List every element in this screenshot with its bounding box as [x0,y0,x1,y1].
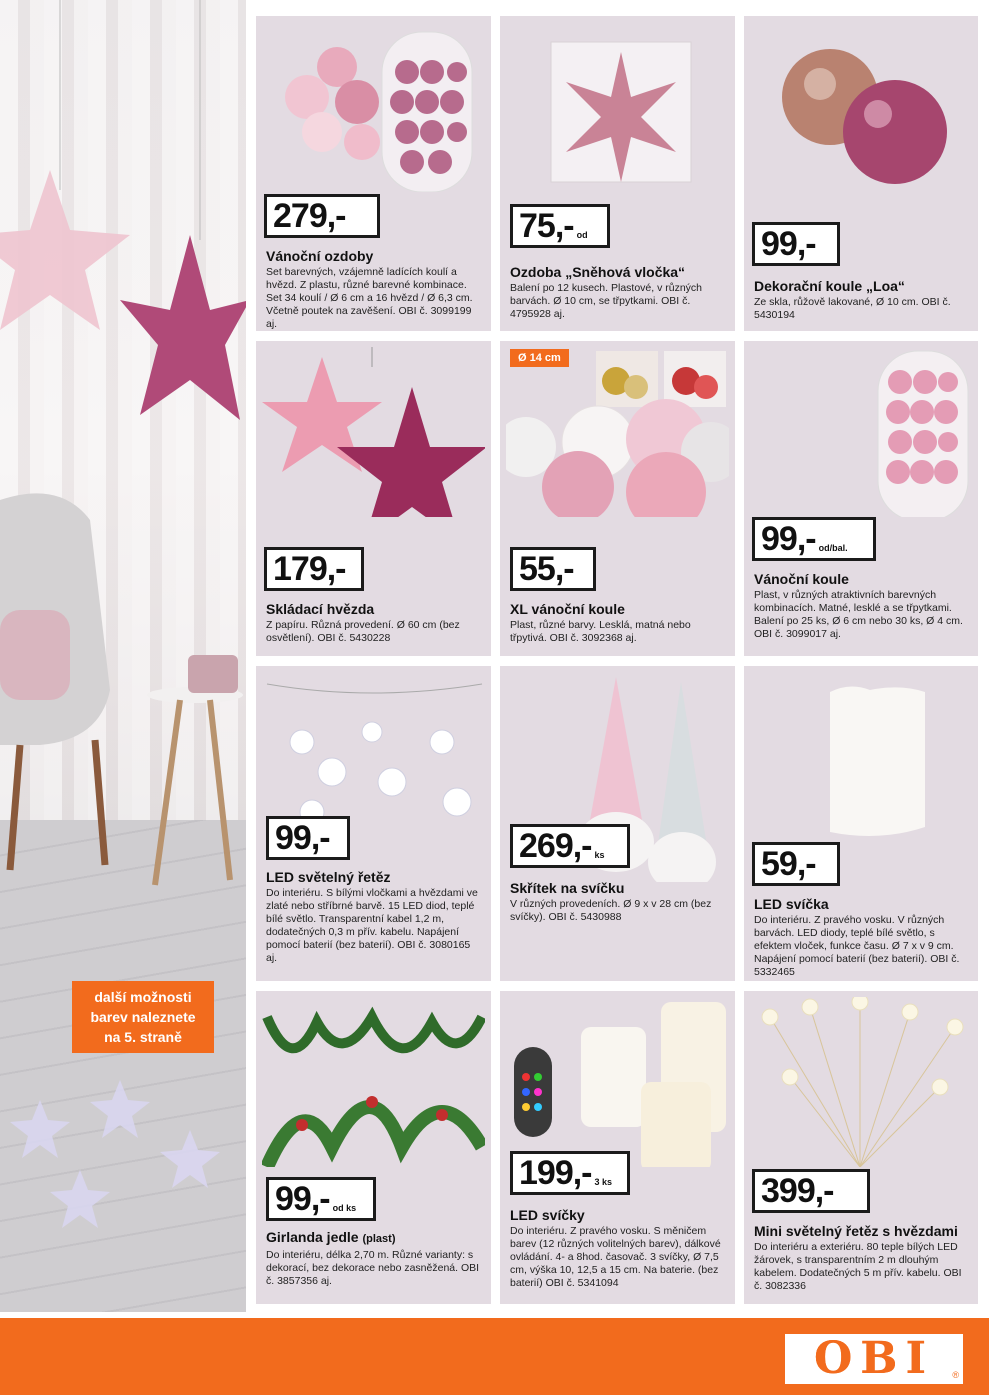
product-card[interactable] [744,16,978,331]
price-tag [752,517,876,561]
price-unit: ks [594,850,605,860]
price-unit: od ks [332,1203,357,1213]
product-card[interactable] [744,991,978,1304]
price: 399,- [761,1171,834,1210]
product-description: Ze skla, růžově lakované, Ø 10 cm. OBI č. 5430194 [754,296,951,321]
product-description: Do interiéru. Z pravého vosku. S měničem barev (12 různých volitelných barev), dálkové ovládání. 4- a 8hod. časovač. 3 svíčky, Ø 7,5 cm, výška 10, 12,5 a 15 cm. Na baterie. (bez baterií) OBI č. 5341094 [510,1225,721,1289]
product-title: LED svíčky [510,1207,585,1223]
price: 55,- [519,549,574,588]
product-title-sub: (plast) [362,1233,396,1245]
product-description: Set barevných, vzájemně ladících koulí a hvězd. Z plastu, různé barevné kombinace. Set 34 koulí / Ø 6 cm a 16 hvězd / Ø 6,3 cm. Včetně poutek na zavěšení. OBI č. 3099199 aj. [266,266,473,330]
fir-garland-image [262,997,485,1167]
price: 99,- [761,224,816,263]
product-info [266,248,483,331]
product-description: Z papíru. Různá provedení. Ø 60 cm (bez osvětlení). OBI č. 5430228 [266,619,460,644]
product-description: Do interiéru. Z pravého vosku. V různých barvách. LED diody, teplé bílé světlo, s efektem vloček, funkce času. Ø 7 x v 9 cm. Napájení pomocí baterií (bez baterií). OBI č. 5332465 [754,914,960,978]
product-title: Vánoční koule [754,571,849,587]
product-title: LED svíčka [754,896,829,912]
registered-mark: ® [952,1370,959,1380]
product-grid [256,16,978,1310]
price-tag [510,1151,630,1195]
product-info [510,1207,727,1290]
price-tag [752,842,840,886]
price-tag [264,547,364,591]
price-unit: od [576,230,588,240]
product-info [266,601,483,645]
product-title: Vánoční ozdoby [266,248,374,264]
price-unit: od/bal. [818,543,848,553]
logo-text: OBI [813,1333,935,1384]
product-title: Ozdoba „Sněhová vločka“ [510,264,686,280]
price: 99,- [761,519,816,558]
decorative-ball-image [750,22,972,192]
product-title: LED světelný řetěz [266,869,391,885]
price: 99,- [275,1179,330,1218]
product-description: Do interiéru, délka 2,70 m. Různé varianty: s dekorací, bez dekorace nebo zasněžená. OBI č. 3857356 aj. [266,1249,480,1287]
product-title: Skládací hvězda [266,601,375,617]
price-tag [266,1177,376,1221]
product-card[interactable] [256,16,491,331]
product-description: Balení po 12 kusech. Plastové, v různých barvách. Ø 10 cm, se třpytkami. OBI č. 4795928 aj. [510,282,703,320]
price-tag [510,824,630,868]
price: 269,- [519,826,592,865]
mini-star-lights-image [750,997,972,1167]
size-badge: Ø 14 cm [510,349,569,367]
ornament-set-image [262,22,485,192]
price: 279,- [273,196,346,235]
price-unit: 3 ks [594,1177,613,1187]
product-info [754,571,970,641]
product-card[interactable] [256,991,491,1304]
christmas-balls-tube-image [750,347,972,517]
price: 199,- [519,1153,592,1192]
product-title [266,1229,483,1247]
product-title: Dekorační koule „Loa“ [754,278,905,294]
folding-star-image [262,347,485,517]
lifestyle-illustration [0,0,246,1312]
product-description: V různých provedeních. Ø 9 x v 28 cm (bez svíčky). OBI č. 5430988 [510,898,712,923]
product-title: Mini světelný řetěz s hvězdami [754,1223,958,1239]
snowflake-ornament-image [506,22,729,192]
product-info [754,1223,970,1293]
price: 99,- [275,818,330,857]
lifestyle-photo [0,0,246,1312]
product-info [754,896,970,979]
price-tag [266,816,350,860]
product-description: Plast, různé barvy. Lesklá, matná nebo třpytivá. OBI č. 3092368 aj. [510,619,691,644]
product-description: Do interiéru. S bílými vločkami a hvězdami ve zlaté nebo stříbrné barvě. 15 LED diod, teplé bílé světlo. Transparentní kabel 1,2 m, dodatečných 0,3 m přív. kabelu. Napájení pomocí baterií (bez baterií). OBI č. 3080165 aj. [266,887,478,964]
product-description: Plast, v různých atraktivních barevných kombinacích. Matné, lesklé a se třpytkami. Balení po 25 ks, Ø 6 cm nebo 30 ks, Ø 4 cm. OBI č. 3099017 aj. [754,589,963,640]
price: 59,- [761,844,816,883]
product-card[interactable] [500,991,735,1304]
price: 75,- [519,206,574,245]
product-description: Do interiéru a exteriéru. 80 teple bílých LED žárovek, s transparentním 2 m dlouhým kabelem. Dodatečných 5 m přív. kabelu. OBI č. 3082336 [754,1241,962,1292]
price-tag [510,547,596,591]
more-colors-badge: další možnosti barev naleznete na 5. straně [72,981,214,1053]
product-card[interactable] [500,341,735,656]
product-title: XL vánoční koule [510,601,625,617]
product-title-main: Girlanda jedle [266,1229,359,1245]
product-info [510,880,727,924]
product-info [510,264,727,321]
product-card[interactable] [500,16,735,331]
product-card[interactable] [744,666,978,981]
xl-ball-image [506,347,729,517]
product-info [266,1229,483,1288]
product-title: Skřítek na svíčku [510,880,625,896]
led-candles-image [506,997,729,1167]
product-card[interactable] [256,341,491,656]
product-card[interactable] [500,666,735,981]
product-info [266,869,483,965]
price-tag [752,222,840,266]
price-tag [752,1169,870,1213]
price-tag [510,204,610,248]
obi-logo[interactable] [785,1334,963,1384]
price-tag [264,194,380,238]
product-card[interactable] [256,666,491,981]
product-info [754,278,970,322]
price: 179,- [273,549,346,588]
product-info [510,601,727,645]
led-candle-image [750,672,972,842]
product-card[interactable] [744,341,978,656]
